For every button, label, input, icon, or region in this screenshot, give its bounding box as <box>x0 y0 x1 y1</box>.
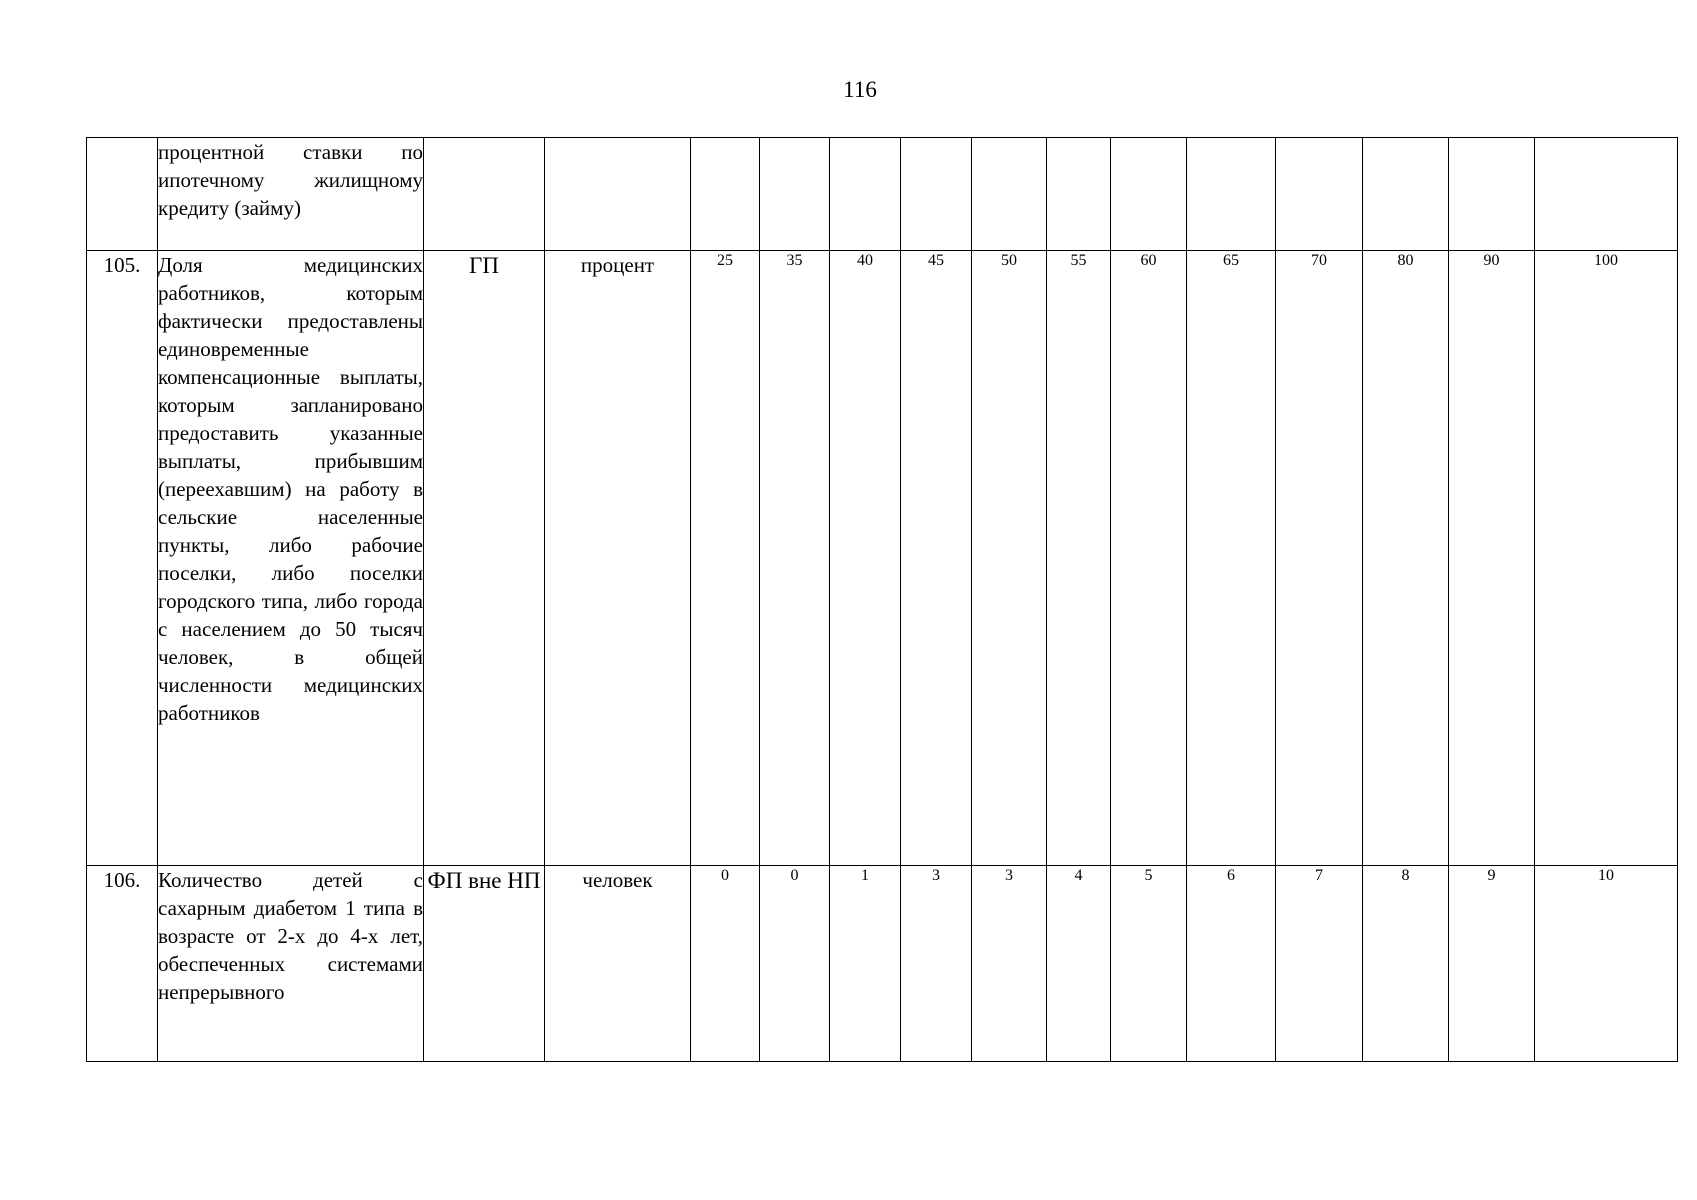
value-cell: 45 <box>901 251 972 866</box>
value-cell <box>1449 138 1535 251</box>
value-cell <box>1363 138 1449 251</box>
value-cell <box>830 138 901 251</box>
indicator-source <box>424 138 545 251</box>
value-cell: 55 <box>1047 251 1111 866</box>
value-cell: 9 <box>1449 866 1535 1062</box>
indicators-table <box>86 137 1678 1062</box>
table-row <box>87 866 1678 1062</box>
indicator-source: ФП вне НП <box>424 866 545 1062</box>
value-cell <box>972 138 1047 251</box>
value-cell: 80 <box>1363 251 1449 866</box>
indicator-source: ГП <box>424 251 545 866</box>
value-cell: 3 <box>972 866 1047 1062</box>
indicator-description: Количество детей с сахарным диабетом 1 типа в возрасте от 2-х до 4-х лет, обеспеченных системами непрерывного <box>158 866 424 1062</box>
value-cell <box>760 138 830 251</box>
value-cell <box>1187 138 1276 251</box>
value-cell: 7 <box>1276 866 1363 1062</box>
table-row <box>87 251 1678 866</box>
indicator-description: процентной ставки по ипотечному жилищному кредиту (займу) <box>158 138 424 251</box>
value-cell: 4 <box>1047 866 1111 1062</box>
row-number: 106. <box>87 866 158 1062</box>
value-cell: 0 <box>760 866 830 1062</box>
value-cell <box>691 138 760 251</box>
value-cell <box>1111 138 1187 251</box>
value-cell: 50 <box>972 251 1047 866</box>
value-cell: 6 <box>1187 866 1276 1062</box>
value-cell: 1 <box>830 866 901 1062</box>
value-cell: 35 <box>760 251 830 866</box>
value-cell: 100 <box>1535 251 1678 866</box>
value-cell <box>1047 138 1111 251</box>
value-cell: 5 <box>1111 866 1187 1062</box>
value-cell: 70 <box>1276 251 1363 866</box>
indicator-unit <box>545 138 691 251</box>
value-cell <box>901 138 972 251</box>
value-cell: 8 <box>1363 866 1449 1062</box>
value-cell <box>1535 138 1678 251</box>
row-number <box>87 138 158 251</box>
value-cell: 3 <box>901 866 972 1062</box>
table-row <box>87 138 1678 251</box>
value-cell: 90 <box>1449 251 1535 866</box>
row-number: 105. <box>87 251 158 866</box>
value-cell: 10 <box>1535 866 1678 1062</box>
value-cell: 65 <box>1187 251 1276 866</box>
value-cell <box>1276 138 1363 251</box>
value-cell: 25 <box>691 251 760 866</box>
value-cell: 0 <box>691 866 760 1062</box>
value-cell: 60 <box>1111 251 1187 866</box>
indicator-description: Доля медицинских работников, которым фактически предоставлены единовременные компенсационные выплаты, которым запланировано предоставить указанные выплаты, прибывшим (переехавшим) на работу в сельские населенные пункты, либо рабочие поселки, либо поселки городского типа, либо города с населением до 50 тысяч человек, в общей численности медицинских работников <box>158 251 424 866</box>
page-number: 116 <box>843 77 877 102</box>
indicator-unit: человек <box>545 866 691 1062</box>
value-cell: 40 <box>830 251 901 866</box>
indicator-unit: процент <box>545 251 691 866</box>
